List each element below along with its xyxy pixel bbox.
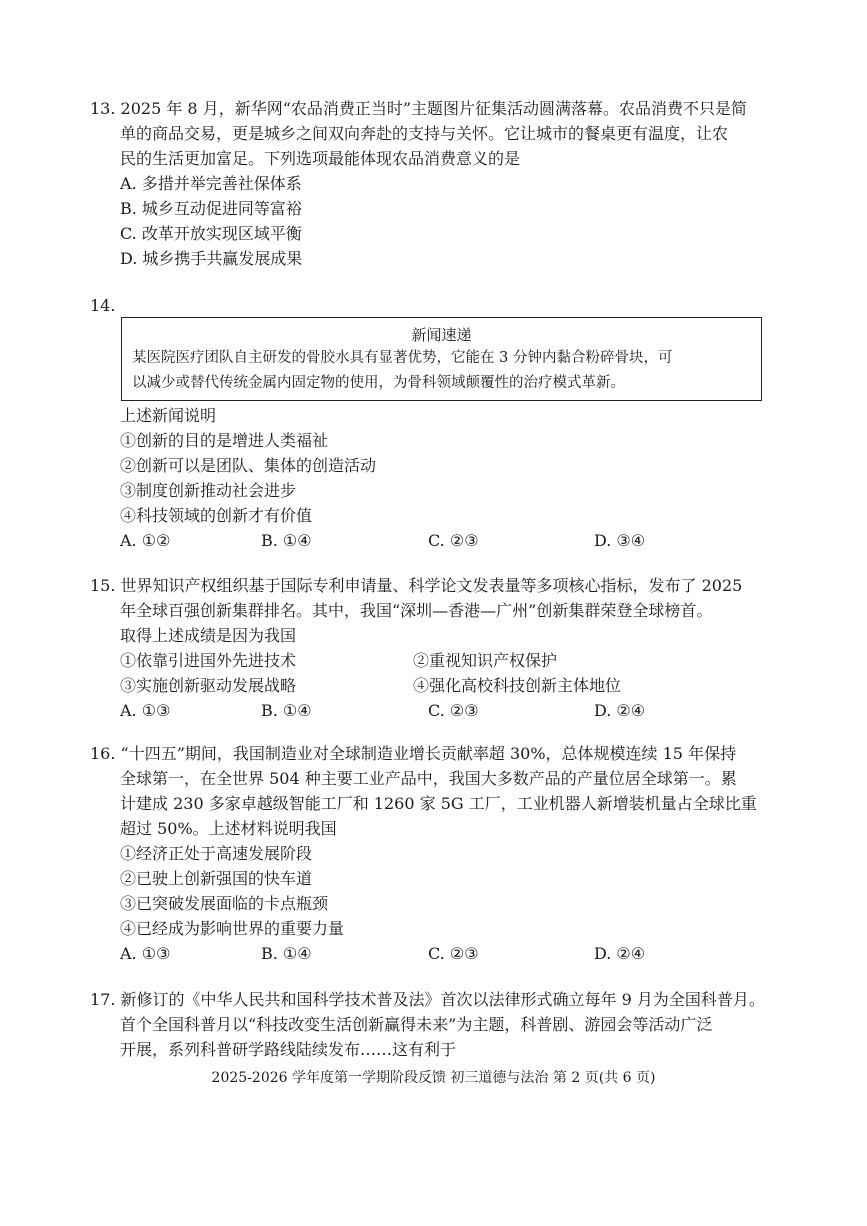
q16-choice-a[interactable]: A. ①③ [120,944,171,963]
question-15 [90,573,790,723]
question-16 [90,741,790,966]
question-13 [90,96,790,271]
q15-choice-d[interactable]: D. ②④ [594,701,646,720]
news-box [121,317,762,401]
q16-choice-b[interactable]: B. ①④ [261,944,312,963]
q13-line-3: 民的生活更加富足。下列选项最能体现农品消费意义的是 [120,149,521,168]
q16-choices [90,941,790,966]
q13-option-a[interactable]: A. 多措并举完善社保体系 [120,174,302,193]
q14-choices [90,528,790,553]
q14-stem: 上述新闻说明 [120,406,217,425]
q16-item-3: ③已突破发展面临的卡点瓶颈 [120,894,329,913]
q14-item-4: ④科技领域的创新才有价值 [120,506,313,525]
q13-option-c[interactable]: C. 改革开放实现区域平衡 [120,224,302,243]
q15-item-1: ①依靠引进国外先进技术 [120,651,297,670]
q14-number: 14. [90,296,116,315]
q13-line-1: 13. 2025 年 8 月，新华网“农品消费正当时”主题图片征集活动圆满落幕。农品消费不只是简 [90,99,748,118]
page-footer: 2025-2026 学年度第一学期阶段反馈 初三道德与法治 第 2 页(共 6 页) [211,1070,656,1086]
q15-items-row-2 [90,673,790,698]
q15-choice-b[interactable]: B. ①④ [261,701,312,720]
q14-item-2: ②创新可以是团队、集体的创造活动 [120,456,377,475]
q14-choice-b[interactable]: B. ①④ [261,531,312,550]
q16-item-4: ④已经成为影响世界的重要力量 [120,919,345,938]
q16-line-4: 超过 50%。上述材料说明我国 [120,819,337,838]
q15-item-2: ②重视知识产权保护 [413,651,558,670]
q16-choice-d[interactable]: D. ②④ [594,944,646,963]
q13-line-2: 单的商品交易，更是城乡之间双向奔赴的支持与关怀。它让城市的餐桌更有温度，让农 [120,124,729,143]
q14-choice-c[interactable]: C. ②③ [428,531,479,550]
q15-choices [90,698,790,723]
q16-item-1: ①经济正处于高速发展阶段 [120,844,313,863]
q15-choice-a[interactable]: A. ①③ [120,701,171,720]
q16-line-1: 16. “十四五”期间，我国制造业对全球制造业增长贡献率超 30%，总体规模连续 15 年保持 [90,744,737,763]
q16-choice-c[interactable]: C. ②③ [428,944,479,963]
q17-line-1: 17. 新修订的《中华人民共和国科学技术普及法》首次以法律形式确立每年 9 月为全国科普月。 [90,990,765,1009]
q15-line-3: 取得上述成绩是因为我国 [120,626,297,645]
q15-item-3: ③实施创新驱动发展战略 [120,676,297,695]
q15-choice-c[interactable]: C. ②③ [428,701,479,720]
q15-items-row-1 [90,648,790,673]
q15-line-2: 年全球百强创新集群排名。其中，我国“深圳—香港—广州”创新集群荣登全球榜首。 [120,601,713,620]
q17-line-3: 开展，系列科普研学路线陆续发布……这有利于 [120,1040,457,1059]
q14-choice-d[interactable]: D. ③④ [594,531,646,550]
news-title: 新闻速递 [411,326,472,344]
question-14 [90,403,790,553]
q14-choice-a[interactable]: A. ①② [120,531,171,550]
q14-item-1: ①创新的目的是增进人类福祉 [120,431,329,450]
question-17 [90,987,790,1062]
q14-item-3: ③制度创新推动社会进步 [120,481,297,500]
news-line-2: 以减少或替代传统金属内固定物的使用，为骨科领域颠覆性的治疗模式革新。 [132,375,625,391]
q16-line-3: 计建成 230 多家卓越级智能工厂和 1260 家 5G 工厂，工业机器人新增装机量占全球比重 [120,794,757,813]
q15-line-1: 15. 世界知识产权组织基于国际专利申请量、科学论文发表量等多项核心指标，发布了 2025 [90,576,743,595]
q16-line-2: 全球第一，在全世界 504 种主要工业产品中，我国大多数产品的产量位居全球第一。累 [120,769,737,788]
question-14-number [90,293,790,318]
q17-line-2: 首个全国科普月以“科技改变生活创新赢得未来”为主题，科普剧、游园会等活动广泛 [120,1015,713,1034]
news-line-1: 某医院医疗团队自主研发的骨胶水具有显著优势，它能在 3 分钟内黏合粉碎骨块，可 [132,350,673,366]
q16-item-2: ②已驶上创新强国的快车道 [120,869,313,888]
q13-option-b[interactable]: B. 城乡互动促进同等富裕 [120,199,302,218]
q13-option-d[interactable]: D. 城乡携手共赢发展成果 [120,249,303,268]
q15-item-4: ④强化高校科技创新主体地位 [413,676,622,695]
